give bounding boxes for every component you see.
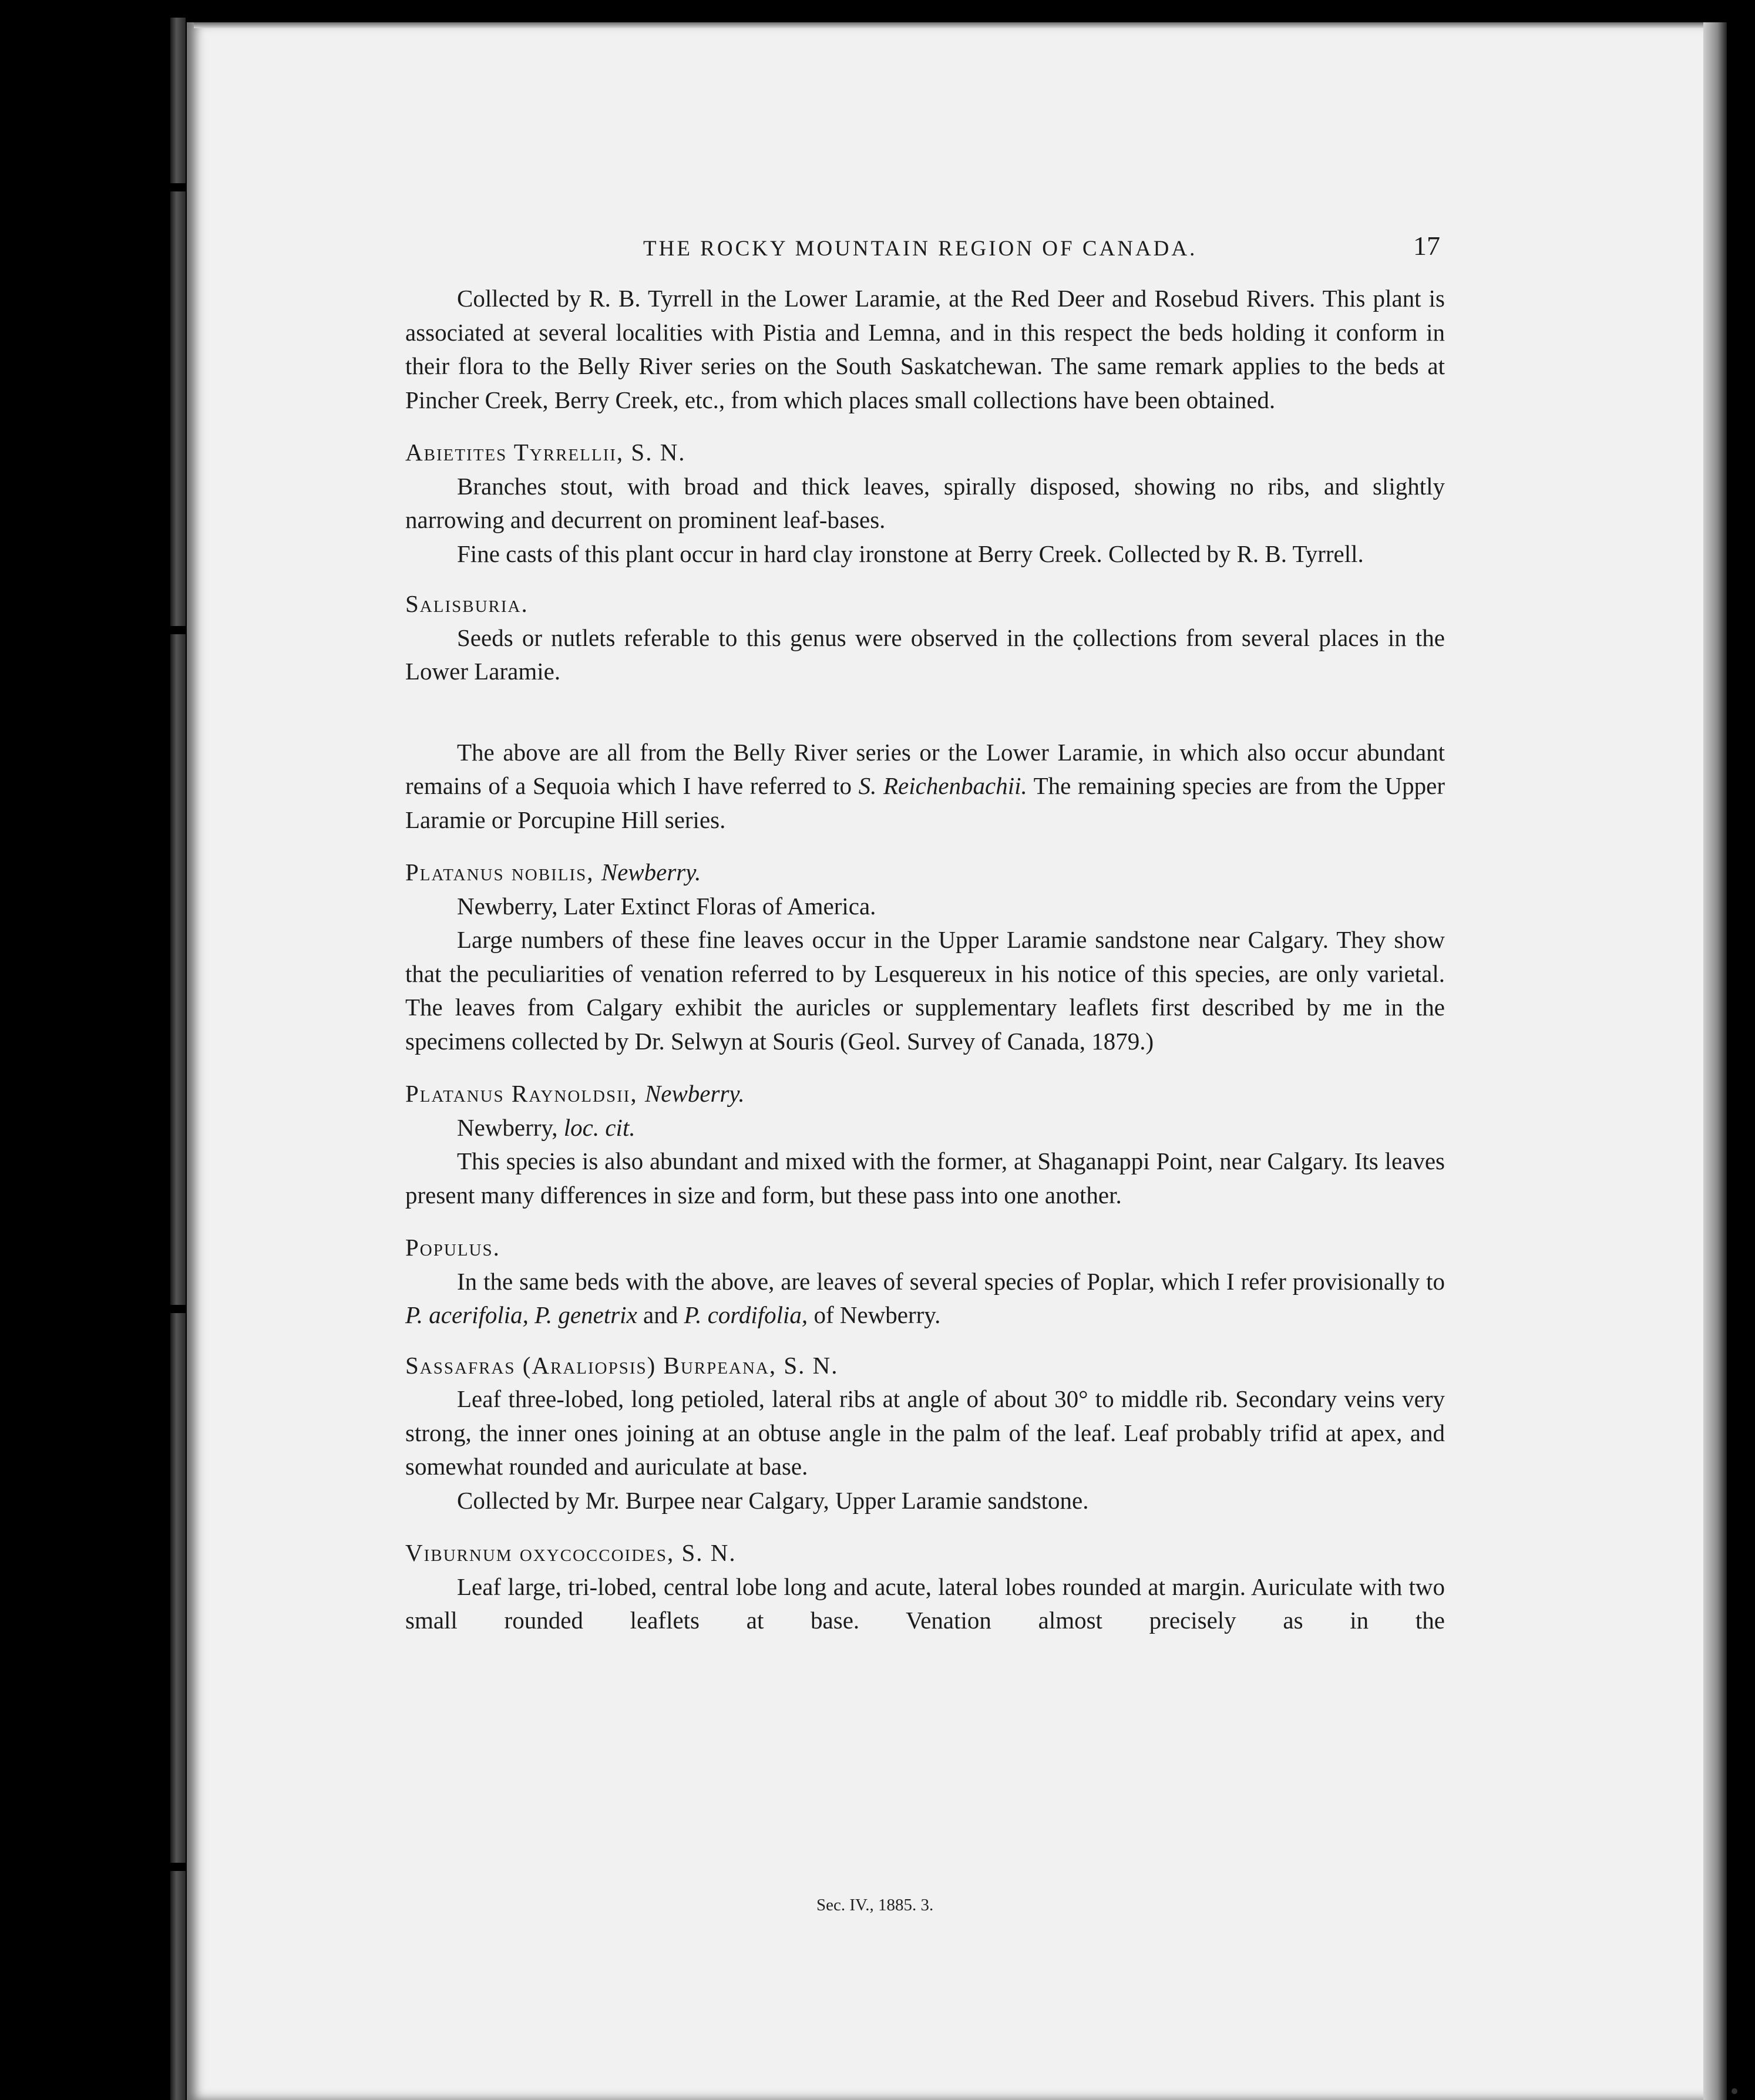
description-text: of Newberry. <box>808 1301 941 1328</box>
taxon-name: Platanus Raynoldsii, <box>405 1080 645 1107</box>
heading-platanus-nobilis <box>405 856 1445 890</box>
sassafras-description: Leaf three-lobed, long petioled, lateral ribs at angle of about 30° to middle rib. Secondary veins very strong, the inner ones joining at an obtuse angle in the palm of the leaf. Leaf probably trifid at apex, and somewhat rounded and auriculate at base. <box>405 1385 1445 1480</box>
description-text: In the same beds with the above, are leaves of several species of Poplar, which I refer provisionally to <box>457 1267 1445 1295</box>
print-speck <box>1732 2088 1737 2094</box>
taxon-author: Newberry. <box>601 859 701 886</box>
page-fore-edge <box>1703 22 1727 2100</box>
species-name: S. Reichenbachii. <box>858 772 1027 799</box>
heading-abietites: Abietites Tyrrellii, S. N. <box>405 439 686 466</box>
species-names: P. acerifolia, P. genetrix <box>405 1301 637 1328</box>
taxon-author: Newberry. <box>644 1080 745 1107</box>
heading-viburnum: Viburnum oxycoccoides, S. N. <box>405 1539 737 1566</box>
platanus-raynoldsii-description: This species is also abundant and mixed with the former, at Shaganappi Point, near Calgary. Its leaves present many differences in size and form, but these pass into one another. <box>405 1147 1445 1209</box>
heading-platanus-raynoldsii <box>405 1077 1445 1111</box>
platanus-raynoldsii-reference <box>405 1111 1445 1145</box>
heading-sassafras: Sassafras (Araliopsis) Burpeana, S. N. <box>405 1351 839 1379</box>
summary-paragraph <box>405 736 1445 837</box>
signature-mark: Sec. IV., 1885. 3. <box>816 1896 934 1914</box>
platanus-nobilis-reference: Newberry, Later Extinct Floras of America. <box>457 892 876 920</box>
populus-description <box>405 1265 1445 1332</box>
heading-salisburia: Salisburia. <box>405 590 529 617</box>
abietites-description: Branches stout, with broad and thick leaves, spirally disposed, showing no ribs, and slightly narrowing and decurrent on prominent leaf-bases. <box>405 472 1445 533</box>
page-content <box>405 223 1445 1638</box>
page-top-edge <box>194 22 1703 28</box>
species-name: P. cordifolia, <box>684 1301 808 1328</box>
viburnum-description: Leaf large, tri-lobed, central lobe long and acute, lateral lobes rounded at margin. Auriculate with two small rounded leaflets at base. Venation almost precisely as in the <box>405 1573 1445 1634</box>
intro-paragraph: Collected by R. B. Tyrrell in the Lower Laramie, at the Red Deer and Rosebud Rivers. This plant is associated at several localities with Pistia and Lemna, and in this respect the beds holding it conform in their flora to the Belly River series on the South Saskatchewan. The same remark applies to the beds at Pincher Creek, Berry Creek, etc., from which places small collections have been obtained. <box>405 285 1445 413</box>
platanus-nobilis-description: Large numbers of these fine leaves occur in the Upper Laramie sandstone near Calgary. They show that the peculiarities of venation referred to by Lesquereux in his notice of this species, are only varietal. The leaves from Calgary exhibit the auricles or supplementary leaflets first described by me in the specimens collected by Dr. Selwyn at Souris (Geol. Survey of Canada, 1879.) <box>405 926 1445 1055</box>
taxon-name: Platanus nobilis, <box>405 859 601 886</box>
running-head <box>405 223 1445 282</box>
summary-text: The remaining species are from the Upper Laramie or Porcupine Hill series. <box>405 772 1445 833</box>
running-title: THE ROCKY MOUNTAIN REGION OF CANADA. <box>643 237 1198 261</box>
sassafras-occurrence: Collected by Mr. Burpee near Calgary, Upper Laramie sandstone. <box>457 1486 1089 1514</box>
salisburia-description: Seeds or nutlets referable to this genus were observed in the collections from several places in the Lower Laramie. <box>405 624 1445 685</box>
abietites-occurrence: Fine casts of this plant occur in hard clay ironstone at Berry Creek. Collected by R. B. Tyrrell. <box>457 540 1364 567</box>
reference-citation: loc. cit. <box>563 1113 636 1141</box>
reference-author: Newberry, <box>457 1113 564 1141</box>
page-number: 17 <box>1413 231 1440 261</box>
summary-text: The above are all from the Belly River series or the Lower Laramie, in which also occur abundant remains of a Sequoia which I have referred to <box>405 738 1445 799</box>
description-text: and <box>637 1301 684 1328</box>
book-spine <box>170 18 186 2100</box>
heading-populus: Populus. <box>405 1234 500 1261</box>
